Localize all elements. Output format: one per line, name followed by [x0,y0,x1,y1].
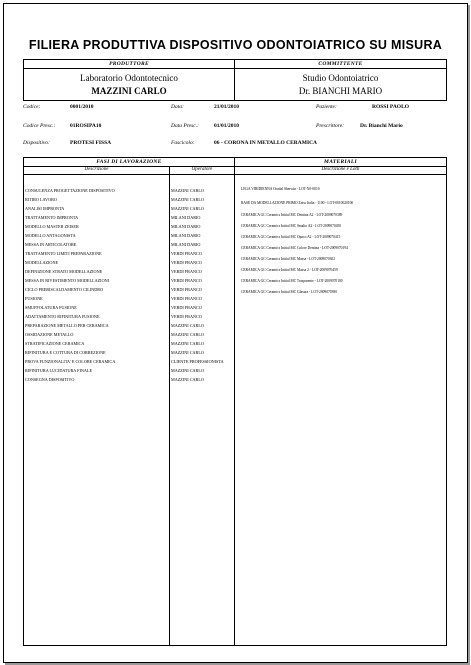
list-item: LEGA VIRIDIENNA Orodal Sherwin - LOT-X0-0010 [241,187,320,191]
paziente-value: ROSSI PAOLO [372,104,410,110]
list-item: CERAMICA GC Ceramics Initial MC Glasura - LOT-2009070390 [241,290,337,294]
fasi-col-op: Operatore [191,167,213,172]
list-item: CERAMICA GC Ceramics Initial MC Colore Dentina - LOT-2009070194 [241,246,348,250]
data-label: Data: [171,104,184,110]
document-page: FILIERA PRODUTTIVA DISPOSITIVO ODONTOIATRICO SU MISURA PRODUTTORE COMMITTENTE Laboratorio Odontotecnico MAZZINI CARLO Studio Odontoiatrico Dr. BIANCHI MARIO Codice: 0001/2010 Data: 21/01/2010 Paziente: ROSSI PAOLO Codice Presc.: 01ROSIPA10 Data Presc.: 01/01/2010 Prescrittore: Dr. Bianchi Mario Dispositivo: PROTESI FISSA Fascicolo: 06 - CORONA IN METALLO CERAMICA FASI DI LAVORAZIONE MATERIALI Descrizione Operatore Descrizione e Lotti CONSULENZA PROGETTAZIONE DISPOSITIVO MAZZINI CARLO RITIRO LAVORO MAZZINI CARLO ANALISI IMPRONTA MAZZINI CARLO TRATTAMENTO IMPRONTA MILANI DARIO MODELLO MASTER ZEISER MILANI DARIO MODELLO ANTAGONISTA MILANI DARIO MESSA IN ARTICOLATORE MILANI DARIO TRATTAMENTO LIMITI PREPARAZIONE VERDI FRANCO MODELLAZIONE VERDI FRANCO DEFINIZIONE STRATO MODELLAZIONE VERDI FRANCO MESSA IN RIVESTIMENTO MODELLAZIONI VERDI FRANCO CICLO PRERISCALDAMENTO CILINDRO VERDI FRANCO FUSIONE VERDI FRANCO SMUFFOLATURA FUSIONE VERDI FRANCO ADATTAMENTO RIFINITURA FUSIONE VERDI FRANCO PREPARAZIONE METALLO PER CERAMICA MAZZINI CARLO OSSIDAZIONE METALLO MAZZINI CARLO STRATIFICAZIONE CERAMICA MAZZINI CARLO RIFINITURA E COTTURA DI CORREZIONE MAZZINI CARLO PROVA FUNZIONALITA' E COLORE CERAMICA CLIENTE PROFESSIONISTA RIFINITURA LUCIDATURA FINALE MAZZINI CARLO CONSEGNA DISPOSITIVO MAZZINI CARLO LEGA VIRIDIENNA Orodal Sherwin - LOT-X0-0010 BASE DA MODELLAZIONE PRIMO Zeiss Italia - 1100 - LOT-0010020100 CERAMICA GC Ceramics Initial MC Dentina A2 - LOT-2009070389 CERAMICA GC Ceramics Initial MC Smalto A2 - LOT-2009070450 CERAMICA GC Ceramics Initial MC Opaco A2 - LOT-2009070415 CERAMICA GC Ceramics Initial MC Colore Dentina - LOT-2009070194 CERAMICA GC Ceramics Initial MC Massa - LOT-2009070302 CERAMICA GC Ceramics Initial MC Massa 2 - LOT-2009070459 CERAMICA GC Ceramics Initial MC Trasparente - LOT-2009070100 CERAMICA GC Ceramics Initial MC Glasura - LOT-2009070390 [3,3,468,663]
list-item: CERAMICA GC Ceramics Initial MC Dentina A2 - LOT-2009070389 [241,213,343,217]
codice-presc-value: 01ROSIPA10 [70,123,102,129]
prescrittore-label: Prescrittore: [316,123,345,129]
fasi-header: FASI DI LAVORAZIONE [96,159,162,165]
fasi-col-desc: Descrizione [84,167,109,172]
codice-value: 0001/2010 [70,104,94,110]
dispositivo-value: PROTESI FISSA [70,140,112,146]
fascicolo-label: Fascicolo: [171,140,195,146]
data-presc-value: 01/01/2010 [214,123,240,129]
committente-line1: Studio Odontoiatrico [302,73,379,83]
data-presc-label: Data Presc.: [171,123,199,129]
fascicolo-value: 06 - CORONA IN METALLO CERAMICA [214,140,318,146]
paziente-label: Paziente: [316,104,337,110]
list-item: CERAMICA GC Ceramics Initial MC Massa 2 - LOT-2009070459 [241,268,338,272]
list-item: CERAMICA GC Ceramics Initial MC Trasparente - LOT-2009070100 [241,279,343,283]
prescrittore-value: Dr. Bianchi Mario [360,123,403,129]
dispositivo-label: Dispositivo: [23,140,50,146]
produttore-header: PRODUTTORE [109,61,149,67]
list-item: CERAMICA GC Ceramics Initial MC Opaco A2 - LOT-2009070415 [241,235,341,239]
committente-header: COMMITTENTE [318,61,363,67]
codice-label: Codice: [23,104,41,110]
materiali-col-desc: Descrizione e Lotti [321,167,360,172]
list-item: CERAMICA GC Ceramics Initial MC Smalto A2 - LOT-2009070450 [241,224,342,228]
materiali-header: MATERIALI [324,159,357,165]
list-item: BASE DA MODELLAZIONE PRIMO Zeiss Italia - 1100 - LOT-0010020100 [241,201,354,205]
list-item: CERAMICA GC Ceramics Initial MC Massa - LOT-2009070302 [241,257,335,261]
parties-table [23,59,447,101]
main-table [23,157,447,646]
committente-line2: Dr. BIANCHI MARIO [298,86,383,96]
produttore-line2: MAZZINI CARLO [91,86,167,96]
codice-presc-label: Codice Presc.: [23,123,56,129]
produttore-line1: Laboratorio Odontotecnico [80,73,178,83]
document-title: FILIERA PRODUTTIVA DISPOSITIVO ODONTOIATRICO SU MISURA [28,38,443,52]
data-value: 21/01/2010 [214,104,240,110]
